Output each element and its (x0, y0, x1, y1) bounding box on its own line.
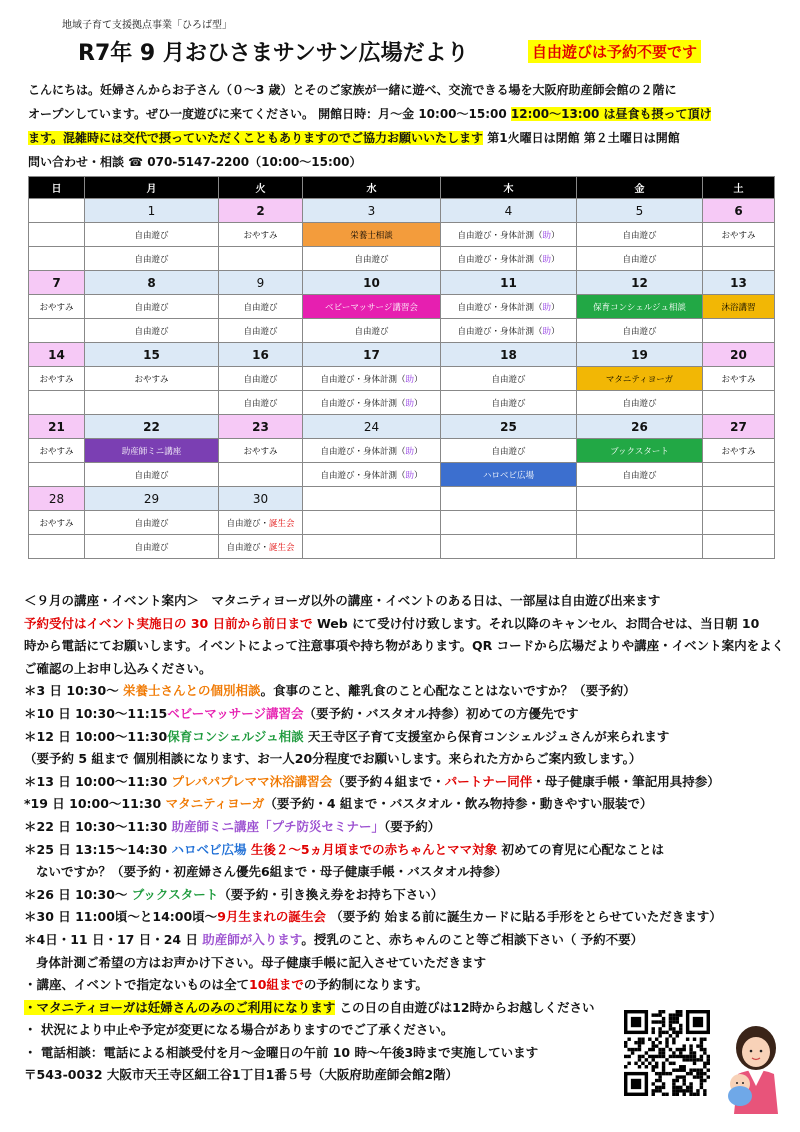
calendar-date: 18 (441, 343, 577, 367)
calendar-cell (219, 463, 303, 487)
lunch-highlight: 12:00～13:00 は昼食も摂って頂け (510, 107, 712, 121)
calendar-header-row (29, 177, 775, 199)
calendar-cell (441, 511, 577, 535)
calendar-cell: おやすみ (29, 511, 85, 535)
calendar-cell: おやすみ (703, 223, 775, 247)
calendar-row (29, 535, 775, 559)
calendar-row (29, 271, 775, 295)
org-label: 地域子育て支援拠点事業「ひろば型」 (62, 20, 232, 31)
event-12-sub: （要予約 5 組まで 個別相談になります、お一人20分程度でお願いします。来られた方からご案内致します。） (24, 751, 642, 767)
calendar-cell: 自由遊び・身体計測（助） (441, 247, 577, 271)
day-header: 木 (441, 177, 577, 199)
contact-line: 問い合わせ・相談 ☎ 070-5147-2200（10:00～15:00） (28, 155, 362, 169)
calendar-cell: 自由遊び (85, 319, 219, 343)
event-26: ＊26 日 10:30～ ブックスタート（要予約・引き換え券をお持ち下さい） (24, 886, 444, 902)
calendar-row (29, 319, 775, 343)
calendar-row (29, 199, 775, 223)
calendar-cell: おやすみ (219, 439, 303, 463)
calendar-row (29, 439, 775, 463)
event-13: ＊13 日 10:00～11:30 プレパパプレママ沐浴講習会（要予約４組まで・パートナー同伴・母子健康手帳・筆記用具持参） (24, 773, 720, 789)
calendar-body (29, 199, 775, 559)
info-heading: ＜９月の講座・イベント案内＞ マタニティヨーガ以外の講座・イベントのある日は、一部屋は自由遊び出来ます (24, 593, 661, 608)
calendar-cell (29, 223, 85, 247)
calendar-date: 12 (577, 271, 703, 295)
calendar-date: 21 (29, 415, 85, 439)
calendar-row (29, 487, 775, 511)
event-19: *19 日 10:00～11:30 マタニティヨーガ（要予約・4 組まで・バスタオル・飲み物持参・動きやすい服装で） (24, 796, 653, 812)
calendar-date: 2 (219, 199, 303, 223)
calendar-date: 16 (219, 343, 303, 367)
calendar-date: 23 (219, 415, 303, 439)
calendar-cell (577, 535, 703, 559)
intro-line-2: オープンしています。ぜひ一度遊びに来てください。 開館日時：月～金 10:00～15:00 12:00～13:00 は昼食も摂って頂け (28, 107, 712, 121)
calendar-cell: おやすみ (29, 295, 85, 319)
calendar-date: 24 (303, 415, 441, 439)
calendar-date: 13 (703, 271, 775, 295)
crowd-highlight: ます。混雑時には交代で摂っていただくこともありますのでご協力お願いいたします (28, 131, 484, 145)
calendar-cell (577, 511, 703, 535)
calendar-cell: 自由遊び・身体計測（助） (303, 367, 441, 391)
calendar-cell: 自由遊び (219, 319, 303, 343)
free-play-badge: 自由遊びは予約不要です (528, 40, 701, 63)
calendar-cell (703, 247, 775, 271)
calendar-date: 7 (29, 271, 85, 295)
calendar-cell (303, 511, 441, 535)
calendar-cell (29, 199, 85, 223)
calendar-date: 27 (703, 415, 775, 439)
calendar-cell (303, 535, 441, 559)
day-header: 金 (577, 177, 703, 199)
calendar-date: 4 (441, 199, 577, 223)
address: 〒543-0032 大阪市天王寺区細工谷1丁目1番５号（大阪府助産師会館2階） (24, 1067, 459, 1083)
day-header: 土 (703, 177, 775, 199)
calendar-cell: 自由遊び (219, 367, 303, 391)
calendar-date: 11 (441, 271, 577, 295)
calendar-date: 9 (219, 271, 303, 295)
calendar-date: 1 (85, 199, 219, 223)
day-header: 火 (219, 177, 303, 199)
calendar-cell (441, 487, 577, 511)
calendar-cell: ベビーマッサージ講習会 (303, 295, 441, 319)
calendar-cell: 自由遊び・身体計測（助） (303, 391, 441, 415)
event-22: ＊22 日 10:30～11:30 助産師ミニ講座「プチ防災セミナー」（要予約） (24, 818, 441, 834)
calendar-cell: 自由遊び (577, 463, 703, 487)
calendar-cell: 自由遊び (441, 367, 577, 391)
calendar-cell: 自由遊び (85, 223, 219, 247)
calendar-row (29, 463, 775, 487)
calendar-cell (577, 487, 703, 511)
calendar-table (28, 176, 775, 559)
calendar-cell (703, 391, 775, 415)
calendar-cell: おやすみ (29, 439, 85, 463)
calendar-cell: 助産師ミニ講座 (85, 439, 219, 463)
intro-line-3: ます。混雑時には交代で摂っていただくこともありますのでご協力お願いいたします 第1火曜日は閉館 第２土曜日は開館 (28, 131, 680, 145)
calendar-cell: 自由遊び (441, 391, 577, 415)
calendar-cell: 自由遊び (85, 463, 219, 487)
calendar-cell: 自由遊び (219, 295, 303, 319)
calendar-cell: 自由遊び (303, 319, 441, 343)
calendar-cell (29, 463, 85, 487)
calendar-cell: 自由遊び (577, 391, 703, 415)
calendar-cell: 自由遊び・身体計測（助） (441, 319, 577, 343)
reservation-note-2: 時から電話にてお願いします。イベントによって注意事項や持ち物があります。QR コードから広場だよりや講座・イベント案内をよく (24, 638, 785, 654)
calendar-cell (29, 535, 85, 559)
calendar-date: 15 (85, 343, 219, 367)
calendar-date: 3 (303, 199, 441, 223)
calendar-cell (303, 487, 441, 511)
calendar-cell (703, 535, 775, 559)
calendar-date: 25 (441, 415, 577, 439)
calendar-cell (29, 319, 85, 343)
calendar-date: 17 (303, 343, 441, 367)
calendar-cell: 自由遊び・身体計測（助） (303, 463, 441, 487)
event-12: ＊12 日 10:00～11:30保育コンシェルジュ相談 天王寺区子育て支援室から保育コンシェルジュさんが来られます (24, 728, 670, 744)
event-3: ＊3 日 10:30～ 栄養士さんとの個別相談。食事のこと、離乳食のこと心配なことはないですか？（要予約） (24, 683, 636, 699)
calendar-date: 6 (703, 199, 775, 223)
calendar-cell (703, 463, 775, 487)
calendar-cell: おやすみ (85, 367, 219, 391)
calendar-cell: 沐浴講習 (703, 295, 775, 319)
calendar-cell (219, 247, 303, 271)
calendar-cell: おやすみ (703, 367, 775, 391)
calendar-date: 20 (703, 343, 775, 367)
mother-baby-illustration-icon (716, 1018, 790, 1114)
calendar-cell: 保育コンシェルジュ相談 (577, 295, 703, 319)
calendar-row (29, 367, 775, 391)
calendar-cell (441, 535, 577, 559)
intro-line-1: こんにちは。妊婦さんからお子さん（０～3 歳）とそのご家族が一緒に遊べ、交流できる場を大阪府助産師会館の２階に (28, 83, 677, 97)
event-25-sub: ないですか？（要予約・初産婦さん優先6組まで・母子健康手帳・バスタオル持参） (36, 864, 508, 880)
calendar-cell: 栄養士相談 (303, 223, 441, 247)
calendar-cell: 自由遊び (85, 535, 219, 559)
calendar-date: 5 (577, 199, 703, 223)
calendar-cell (29, 391, 85, 415)
calendar-cell: おやすみ (703, 439, 775, 463)
calendar-cell: 自由遊び・誕生会 (219, 535, 303, 559)
calendar-cell: ハロベビ広場 (441, 463, 577, 487)
calendar-date: 14 (29, 343, 85, 367)
event-25: ＊25 日 13:15～14:30 ハロベビ広場 生後２～5ヵ月頃までの赤ちゃんとママ対象 初めての育児に心配なことは (24, 841, 664, 857)
qr-code-icon[interactable] (624, 1010, 710, 1096)
intro-text (28, 78, 788, 174)
calendar-cell: おやすみ (219, 223, 303, 247)
reservation-note: 予約受付はイベント実施日の 30 日前から前日まで Web にて受け付け致します。それ以降のキャンセル、お問合せは、当日朝 10 (24, 615, 760, 631)
calendar-cell: 自由遊び・身体計測（助） (441, 223, 577, 247)
day-header: 水 (303, 177, 441, 199)
event-midwife: ＊4日・11 日・17 日・24 日 助産師が入ります。授乳のこと、赤ちゃんのこと等ご相談下さい（ 予約不要） (24, 931, 644, 947)
calendar-date: 10 (303, 271, 441, 295)
calendar-row (29, 415, 775, 439)
note-3: ・ 状況により中止や予定が変更になる場合がありますのでご了承ください。 (24, 1022, 454, 1038)
calendar-cell (85, 391, 219, 415)
calendar-cell: 自由遊び (577, 247, 703, 271)
calendar-cell: 自由遊び (303, 247, 441, 271)
event-30: ＊30 日 11:00頃～と14:00頃～9月生まれの誕生会 （要予約 始まる前に誕生カードに貼る手形をとらせていただきます） (24, 909, 722, 925)
event-10: ＊10 日 10:30～11:15ベビーマッサージ講習会（要予約・バスタオル持参）初めての方優先です (24, 705, 579, 721)
day-header: 日 (29, 177, 85, 199)
event-midwife-sub: 身体計測ご希望の方はお声かけ下さい。母子健康手帳に記入させていただきます (36, 954, 487, 970)
calendar-cell: 自由遊び (85, 511, 219, 535)
page-title: R7年 9 月おひさまサンサン広場だより (78, 41, 469, 66)
calendar-row (29, 343, 775, 367)
calendar-cell: 自由遊び (219, 391, 303, 415)
calendar-cell (703, 487, 775, 511)
calendar-cell: マタニティヨーガ (577, 367, 703, 391)
calendar-cell: 自由遊び (85, 295, 219, 319)
calendar-date: 19 (577, 343, 703, 367)
note-4: ・ 電話相談：電話による相談受付を月～金曜日の午前 10 時～午後3時まで実施しています (24, 1044, 539, 1060)
calendar-date: 28 (29, 487, 85, 511)
calendar-date: 30 (219, 487, 303, 511)
calendar-row (29, 391, 775, 415)
calendar-cell: 自由遊び・身体計測（助） (441, 295, 577, 319)
note-1: ・講座、イベントで指定ないものは全て10組までの予約制になります。 (24, 977, 428, 993)
calendar-cell: 自由遊び・身体計測（助） (303, 439, 441, 463)
calendar-date: 29 (85, 487, 219, 511)
calendar-date: 26 (577, 415, 703, 439)
calendar-row (29, 223, 775, 247)
calendar-row (29, 295, 775, 319)
calendar-cell (703, 319, 775, 343)
calendar-cell: 自由遊び (577, 223, 703, 247)
reservation-note-3: ご確認の上お申し込みください。 (24, 660, 212, 676)
calendar-cell (703, 511, 775, 535)
calendar-row (29, 247, 775, 271)
calendar-cell: 自由遊び (85, 247, 219, 271)
calendar-cell (29, 247, 85, 271)
calendar-date: 8 (85, 271, 219, 295)
calendar-cell: おやすみ (29, 367, 85, 391)
calendar-row (29, 511, 775, 535)
note-2: ・マタニティヨーガは妊婦さんのみのご利用になります この日の自由遊びは12時からお越しください (24, 999, 595, 1015)
calendar-date: 22 (85, 415, 219, 439)
calendar-cell: 自由遊び (577, 319, 703, 343)
calendar-cell: ブックスタート (577, 439, 703, 463)
day-header: 月 (85, 177, 219, 199)
calendar-cell: 自由遊び (441, 439, 577, 463)
calendar-cell: 自由遊び・誕生会 (219, 511, 303, 535)
